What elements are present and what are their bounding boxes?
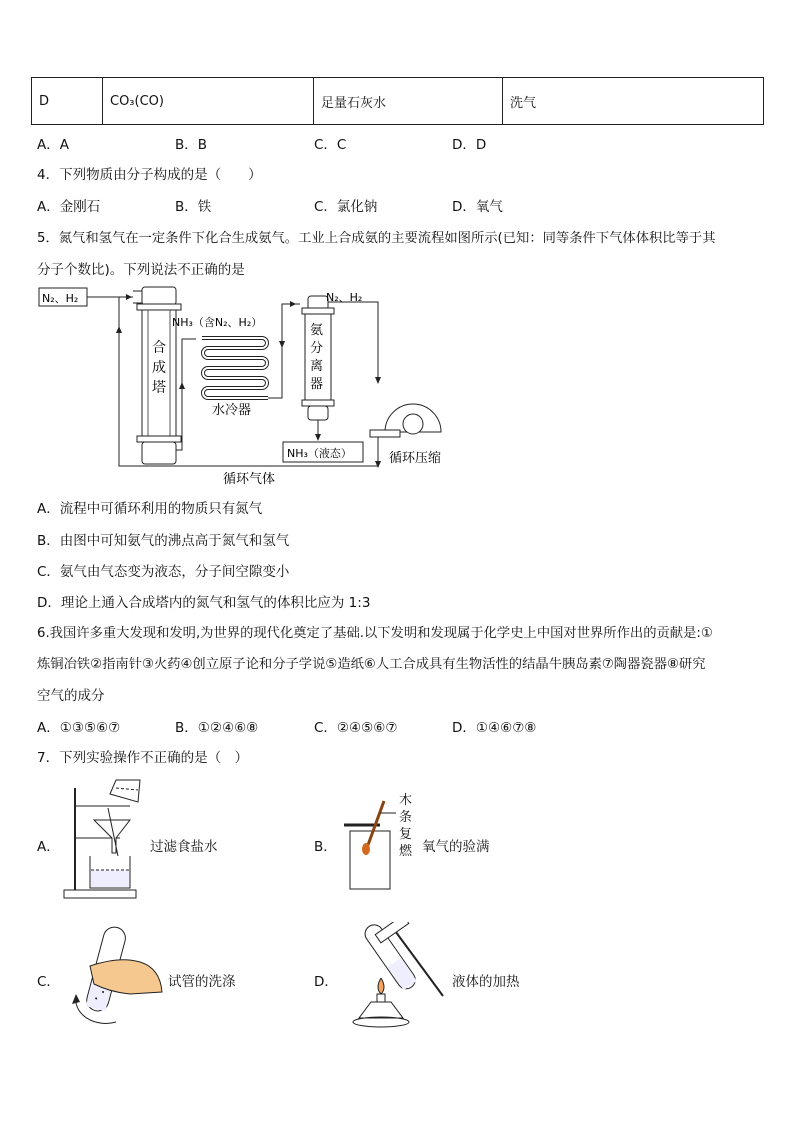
q4-option-c: C．氯化钠 — [314, 199, 378, 215]
top-gas-label: N₂、H₂ — [326, 291, 363, 304]
table-cell: 足量石灰水 — [314, 78, 503, 125]
q3-option-d: D．D — [452, 137, 487, 153]
q7-option-a-label: 过滤食盐水 — [150, 839, 218, 855]
side-char-2: 条 — [399, 810, 413, 825]
q4-option-a: A．金刚石 — [37, 199, 101, 215]
table-cell: CO₃(CO) — [103, 78, 314, 125]
test-tube-wash-illustration — [60, 922, 170, 1032]
side-char-1: 木 — [399, 793, 413, 808]
tower-label-2: 成 — [152, 360, 166, 376]
q5-option-d: D．理论上通入合成塔内的氮气和氢气的体积比应为 1:3 — [37, 595, 371, 611]
table-cell: 洗气 — [503, 78, 764, 125]
q6-option-d: D．①④⑥⑦⑧ — [452, 720, 537, 736]
separator-label-4: 器 — [310, 377, 324, 392]
q4-option-b: B．铁 — [175, 199, 212, 215]
q7-option-d-label: 液体的加热 — [452, 974, 520, 990]
ammonia-flow-diagram — [30, 282, 470, 492]
q4-option-d: D．氧气 — [452, 199, 503, 215]
cooler-label: 水冷器 — [212, 403, 252, 418]
q6-line3: 空气的成分 — [37, 688, 105, 704]
liquid-label: NH₃（液态） — [287, 447, 352, 460]
side-char-3: 复 — [399, 827, 413, 842]
feed-label: N₂、H₂ — [42, 292, 79, 305]
recycle-label: 循环气体 — [223, 472, 276, 487]
separator-label-3: 离 — [310, 359, 324, 374]
tower-label-1: 合 — [152, 340, 166, 356]
q7-option-b-label: 氧气的验满 — [422, 839, 490, 855]
q3-option-b: B．B — [175, 137, 208, 153]
oxygen-check-illustration — [340, 795, 400, 895]
q7-option-c-label: 试管的洗涤 — [168, 974, 236, 990]
q7-option-c-letter: C． — [37, 974, 60, 990]
q6-line1: 6.我国许多重大发现和发明,为世界的现代化奠定了基础.以下发明和发现属于化学史上中国对世界所作出的贡献是:① — [37, 626, 713, 641]
q6-option-c: C．②④⑤⑥⑦ — [314, 720, 398, 736]
filtration-illustration — [60, 778, 160, 902]
answer-table — [31, 77, 764, 125]
liquid-heating-illustration — [335, 922, 455, 1034]
separator-label-1: 氨 — [310, 323, 324, 338]
q6-option-a: A．①③⑤⑥⑦ — [37, 720, 121, 736]
q7-option-a-letter: A． — [37, 839, 60, 855]
table-cell: D — [32, 78, 103, 125]
side-char-4: 燃 — [399, 844, 413, 859]
separator-label-2: 分 — [310, 341, 324, 356]
q6-line2: 炼铜冶铁②指南针③火药④创立原子论和分子学说⑤造纸⑥人工合成具有生物活性的结晶牛胰岛素⑦陶器瓷器⑧研究 — [37, 657, 706, 672]
nh3-mixture-label: NH₃（含N₂、H₂） — [172, 316, 263, 329]
q5-option-a: A．流程中可循环利用的物质只有氮气 — [37, 501, 263, 517]
tower-top — [142, 287, 176, 305]
tower-label-3: 塔 — [152, 380, 166, 396]
q7-option-d-letter: D． — [314, 974, 338, 990]
q5-stem-line2: 分子个数比)。下列说法不正确的是 — [37, 262, 245, 278]
oxygen-side-label — [399, 792, 412, 860]
q3-option-c: C．C — [314, 137, 347, 153]
q7-option-b-letter: B． — [314, 839, 337, 855]
q6-option-b: B．①②④⑥⑧ — [175, 720, 259, 736]
table-row — [32, 78, 764, 125]
q7-stem: 7．下列实验操作不正确的是（ ） — [37, 750, 249, 766]
q5-stem-line1: 5．氮气和氢气在一定条件下化合生成氨气。工业上合成氨的主要流程如图所示(已知：同等条件下气体体积比等于其 — [37, 231, 716, 246]
compressor-label: 循环压缩 — [389, 451, 442, 466]
q3-option-a: A．A — [37, 137, 69, 153]
q4-stem: 4．下列物质由分子构成的是（ ） — [37, 167, 262, 183]
q5-option-c: C．氨气由气态变为液态，分子间空隙变小 — [37, 564, 290, 580]
q5-option-b: B．由图中可知氨气的沸点高于氮气和氢气 — [37, 533, 290, 549]
